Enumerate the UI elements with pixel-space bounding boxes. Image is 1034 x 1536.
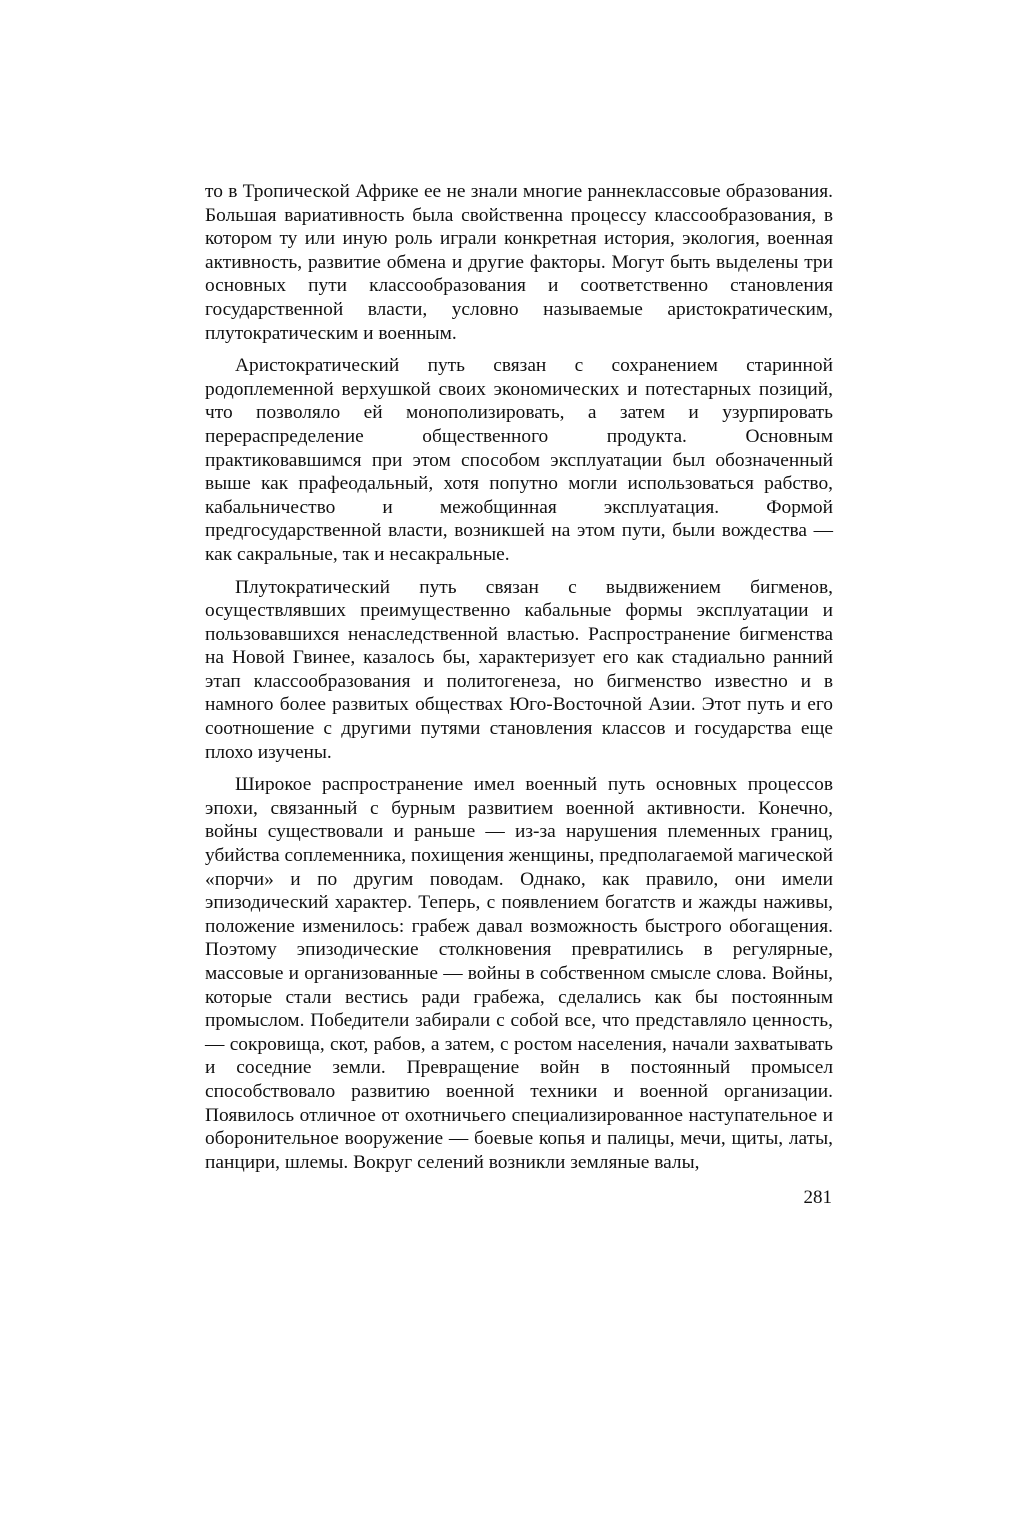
paragraph-plutocratic-path: Плутократический путь связан с выдвижением бигменов, осуществлявших преимущественно кабальные формы эксплуатации и пользовавшихся ненаследственной властью. Распространение бигменства на Новой Гвинее, казалось бы, характеризует его как стадиально ранний этап классообразования и политогенеза, но бигменство известно и в намного более развитых обществах Юго-Восточной Азии. Этот путь и его соотношение с другими путями становления классов и государства еще плохо изучены. <box>205 576 833 763</box>
paragraph-aristocratic-path: Аристократический путь связан с сохранением старинной родоплеменной верхушкой своих экономических и потестарных позиций, что позволяло ей монополизировать, а затем и узурпировать перераспределение общественного продукта. Основным практиковавшимся при этом способом эксплуатации был обозначенный выше как прафеодальный, хотя попутно могли использоваться рабство, кабальничество и межобщинная эксплуатация. Формой предгосударственной власти, возникшей на этом пути, были вождества — как сакральные, так и несакральные. <box>205 355 833 565</box>
body-text <box>205 180 833 1174</box>
paragraph-military-path: Широкое распространение имел военный путь основных процессов эпохи, связанный с бурным развитием военной активности. Конечно, войны существовали и раньше — из-за нарушения племенных границ, убийства соплеменника, похищения женщины, предполагаемой магической «порчи» и по другим поводам. Однако, как правило, они имели эпизодический характер. Теперь, с появлением богатств и жажды наживы, положение изменилось: грабеж давал возможность быстрого обогащения. Поэтому эпизодические столкновения превратились в регулярные, массовые и организованные — войны в собственном смысле слова. Войны, которые стали вестись ради грабежа, сделались как бы постоянным промыслом. Победители забирали с собой все, что представляло ценность, — сокровища, скот, рабов, а затем, с ростом населения, начали захватывать и соседние земли. Превращение войн в постоянный промысел способствовало развитию военной техники и военной организации. Появилось отличное от охотничьего специализированное наступательное и оборонительное вооружение — боевые копья и палицы, мечи, щиты, латы, панцири, шлемы. Вокруг селений возникли земляные валы, <box>205 774 833 1173</box>
paragraph-continued: то в Тропической Африке ее не знали многие раннеклассовые образования. Большая вариативность была свойственна процессу классообразования, в котором ту или иную роль играли конкретная история, экология, военная активность, развитие обмена и другие факторы. Могут быть выделены три основных пути классообразования и соответственно становления государственной власти, условно называемые аристократическим, плутократическим и военным. <box>205 181 833 344</box>
page-number: 281 <box>803 1187 832 1208</box>
